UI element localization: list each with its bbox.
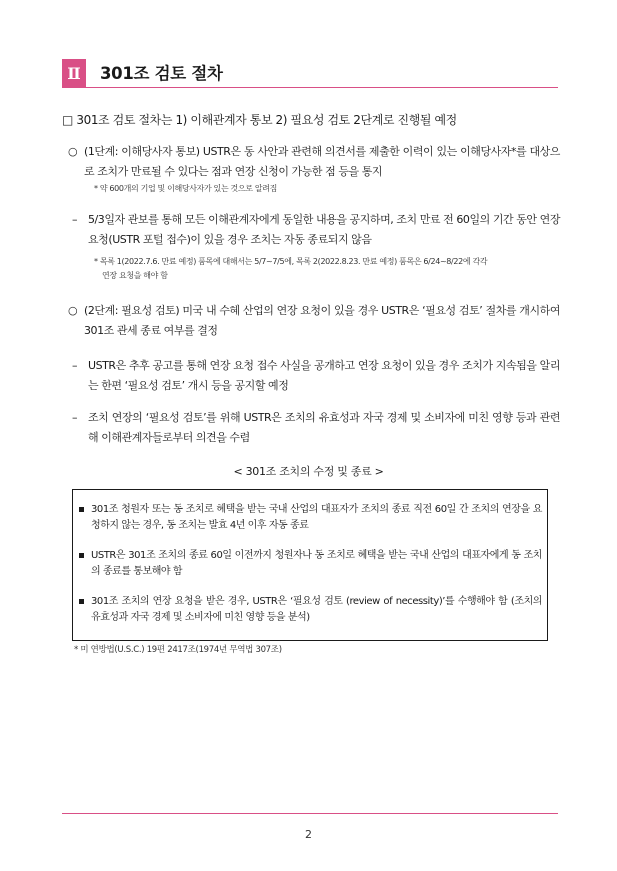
stage1-note: * 약 600개의 기업 및 이해당사자가 있는 것으로 알려짐 <box>94 184 277 193</box>
stage2-sub-text: 조치 연장의 ‘필요성 검토’를 위해 USTR은 조치의 유효성과 자국 경제 및 소비자에 미친 영향 등과 관련해 이해관계자들로부터 의견을 수렴 <box>88 411 560 444</box>
section-divider <box>62 87 558 88</box>
dash-bullet: – <box>72 213 78 226</box>
dash-bullet: – <box>72 359 78 372</box>
box-item-text: 301조 조치의 연장 요청을 받은 경우, USTR은 ‘필요성 검토 (review of necessity)’를 수행해야 함 (조치의 유효성과 자국 경제 및 소비자에 미친 영향 등을 분석) <box>91 596 542 623</box>
footer-divider <box>62 813 558 814</box>
main-heading: □ 301조 검토 절차는 1) 이해관계자 통보 2) 필요성 검토 2단계로 진행될 예정 <box>62 113 457 127</box>
section-title: 301조 검토 절차 <box>100 64 223 83</box>
circle-bullet: ○ <box>68 145 78 158</box>
stage2-sub-item <box>72 356 560 396</box>
square-bullet-icon <box>79 553 84 558</box>
stage1-text: (1단계: 이해당사자 통보) USTR은 동 사안과 관련해 의견서를 제출한 이력이 있는 이해당사자*를 대상으로 조치가 만료될 수 있다는 점과 연장 신청이 가능한 점 등을 통지 <box>84 145 560 178</box>
dash-bullet: – <box>72 411 78 424</box>
stage1-sub-note-line1: * 목록 1(2022.7.6. 만료 예정) 품목에 대해서는 5/7~7/5에, 목록 2(2022.8.23. 만료 예정) 품목은 6/24~8/22에 각각 <box>94 257 488 266</box>
square-bullet-icon <box>79 507 84 512</box>
stage1-sub-note-line2: 연장 요청을 해야 함 <box>102 271 168 280</box>
stage1-sub-item <box>72 210 560 250</box>
box-item-text: 301조 청원자 또는 동 조치로 혜택을 받는 국내 산업의 대표자가 조치의 종료 직전 60일 간 조치의 연장을 요청하지 않는 경우, 동 조치는 발효 4년 이후 자동 종료 <box>91 504 542 531</box>
box-item <box>79 502 542 536</box>
stage1-item <box>68 142 560 182</box>
circle-bullet: ○ <box>68 304 78 317</box>
box-item <box>79 594 542 628</box>
stage2-item <box>68 301 560 341</box>
section-number-badge: Ⅱ <box>62 59 86 87</box>
stage2-text: (2단계: 필요성 검토) 미국 내 수혜 산업의 연장 요청이 있을 경우 USTR은 ‘필요성 검토’ 절차를 개시하여 301조 관세 종료 여부를 결정 <box>84 304 560 337</box>
box-caption: < 301조 조치의 수정 및 종료 > <box>233 465 384 478</box>
stage2-sub-item <box>72 408 560 448</box>
box-footnote: * 미 연방법(U.S.C.) 19편 2417조(1974년 무역법 307조) <box>74 645 282 655</box>
square-bullet-icon <box>79 599 84 604</box>
stage1-sub-text: 5/3일자 관보를 통해 모든 이해관계자에게 동일한 내용을 공지하며, 조치 만료 전 60일의 기간 동안 연장 요청(USTR 포털 접수)이 있을 경우 조치는 자동 종료되지 않음 <box>88 213 561 246</box>
box-item-text: USTR은 301조 조치의 종료 60일 이전까지 청원자나 동 조치로 혜택을 받는 국내 산업의 대표자에게 동 조치의 종료를 통보해야 함 <box>91 550 542 577</box>
stage2-sub-text: USTR은 추후 공고를 통해 연장 요청 접수 사실을 공개하고 연장 요청이 있을 경우 조치가 지속됨을 알리는 한편 ‘필요성 검토’ 개시 등을 공지할 예정 <box>88 359 560 392</box>
info-box <box>72 489 548 641</box>
box-item <box>79 548 542 582</box>
page-number: 2 <box>305 828 312 841</box>
